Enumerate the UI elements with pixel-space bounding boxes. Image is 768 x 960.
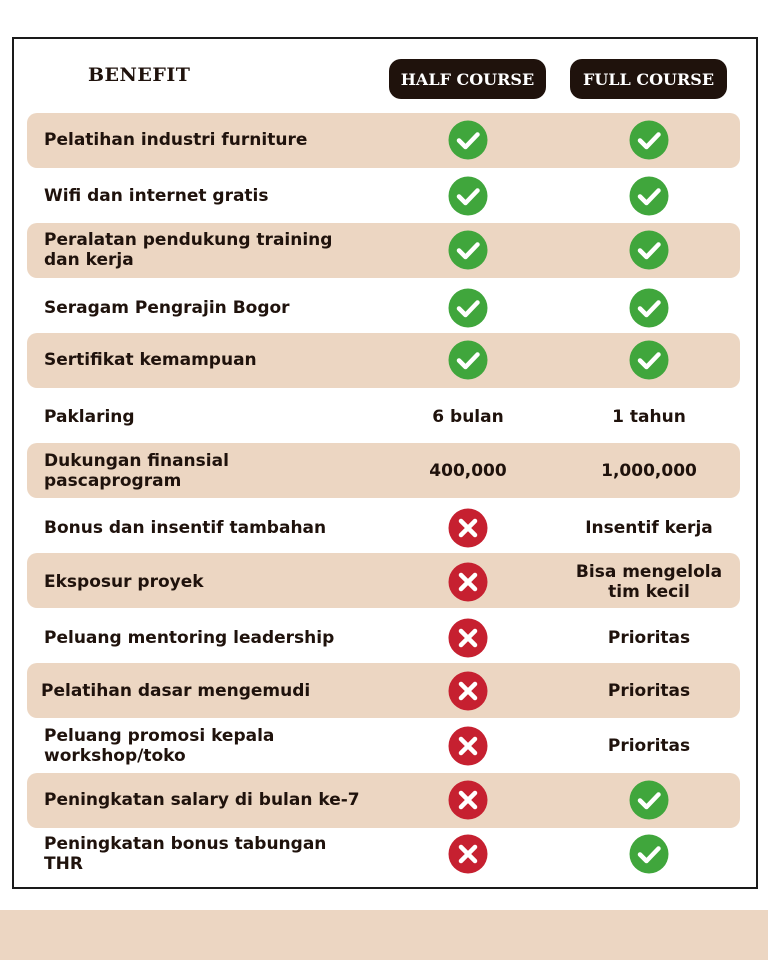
cross-icon [448,834,488,874]
half-course-value: 6 bulan [432,407,504,427]
benefit-label: Pelatihan industri furniture [44,130,308,150]
check-icon [448,230,488,270]
cross-icon [448,780,488,820]
benefit-label: Dukungan finansial pascaprogram [44,451,229,491]
benefit-label: Paklaring [44,407,135,427]
benefit-label: Pelatihan dasar mengemudi [41,681,311,701]
half-course-value: 400,000 [429,461,507,481]
benefit-label: Peningkatan salary di bulan ke-7 [44,790,360,810]
benefit-label: Sertifikat kemampuan [44,350,257,370]
check-icon [629,120,669,160]
cross-icon [448,671,488,711]
full-course-value: Prioritas [607,628,691,648]
benefit-label: Peluang mentoring leadership [44,628,335,648]
full-course-header: FULL COURSE [570,59,727,99]
benefit-label: Peluang promosi kepala workshop/toko [44,726,275,766]
check-icon [448,288,488,328]
check-icon [629,176,669,216]
benefit-label: Wifi dan internet gratis [44,186,269,206]
check-icon [448,176,488,216]
full-course-value: Prioritas [607,736,691,756]
benefit-label: Peningkatan bonus tabungan THR [44,834,327,874]
benefit-header: BENEFIT [88,64,191,86]
cross-icon [448,562,488,602]
full-course-value: Insentif kerja [585,518,713,538]
check-icon [629,834,669,874]
check-icon [629,340,669,380]
cross-icon [448,726,488,766]
check-icon [448,120,488,160]
benefit-label: Peralatan pendukung training dan kerja [44,230,333,270]
cross-icon [448,508,488,548]
half-course-header: HALF COURSE [389,59,546,99]
check-icon [448,340,488,380]
full-course-value: Bisa mengelola tim kecil [575,562,723,602]
cross-icon [448,618,488,658]
check-icon [629,230,669,270]
benefit-label: Bonus dan insentif tambahan [44,518,327,538]
full-course-value: 1 tahun [612,407,686,427]
check-icon [629,780,669,820]
full-course-value: Prioritas [607,681,691,701]
check-icon [629,288,669,328]
footer-band [0,910,768,960]
benefit-label: Eksposur proyek [44,572,204,592]
full-course-value: 1,000,000 [601,461,697,481]
benefit-label: Seragam Pengrajin Bogor [44,298,290,318]
